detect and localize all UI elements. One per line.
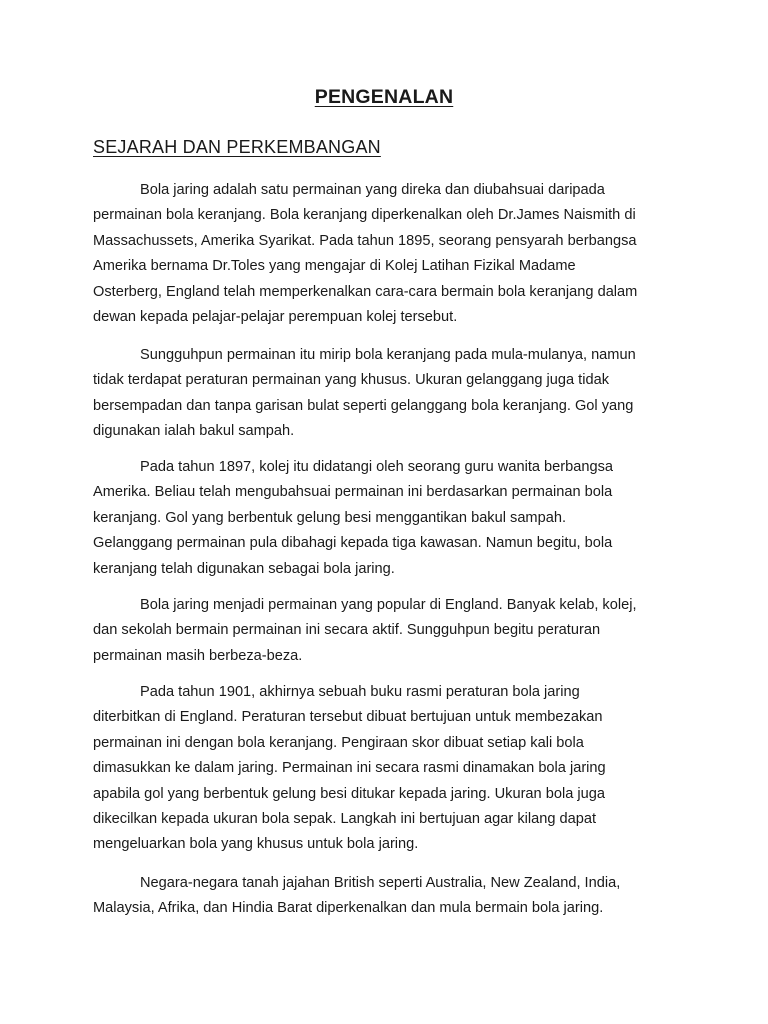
paragraph bbox=[93, 178, 673, 330]
paragraph-line: Pada tahun 1901, akhirnya sebuah buku rasmi peraturan bola jaring bbox=[140, 684, 580, 700]
paragraph bbox=[93, 343, 673, 445]
paragraph-line: Negara-negara tanah jajahan British seperti Australia, New Zealand, India, bbox=[140, 875, 621, 891]
paragraph-line: tidak terdapat peraturan permainan yang khusus. Ukuran gelanggang juga tidak bbox=[93, 372, 609, 389]
paragraph-line: Sungguhpun permainan itu mirip bola keranjang pada mula-mulanya, namun bbox=[140, 347, 636, 363]
paragraph bbox=[93, 455, 673, 582]
paragraph bbox=[93, 680, 673, 858]
paragraph bbox=[93, 593, 673, 669]
paragraph-line: dikecilkan kepada ukuran bola sepak. Langkah ini bertujuan agar kilang dapat bbox=[93, 811, 597, 828]
paragraph-line: Massachussets, Amerika Syarikat. Pada tahun 1895, seorang pensyarah berbangsa bbox=[93, 232, 637, 249]
paragraph bbox=[93, 871, 673, 922]
paragraph-line: Amerika. Beliau telah mengubahsuai permainan ini berdasarkan permainan bola bbox=[93, 484, 613, 501]
paragraph-line: Gelanggang permainan pula dibahagi kepada tiga kawasan. Namun begitu, bola bbox=[93, 535, 613, 552]
paragraph-line: Bola jaring adalah satu permainan yang direka dan diubahsuai daripada bbox=[140, 182, 605, 198]
paragraph-line: permainan bola keranjang. Bola keranjang diperkenalkan oleh Dr.James Naismith di bbox=[93, 207, 636, 224]
paragraph-line: dimasukkan ke dalam jaring. Permainan ini secara rasmi dinamakan bola jaring bbox=[93, 760, 606, 777]
paragraph-line: dan sekolah bermain permainan ini secara aktif. Sungguhpun begitu peraturan bbox=[93, 622, 601, 639]
paragraph-line: Malaysia, Afrika, dan Hindia Barat diperkenalkan dan mula bermain bola jaring. bbox=[93, 900, 604, 917]
paragraph-line: permainan masih berbeza-beza. bbox=[93, 647, 303, 664]
paragraph-line: diterbitkan di England. Peraturan tersebut dibuat bertujuan untuk membezakan bbox=[93, 709, 603, 726]
paragraph-line: mengeluarkan bola yang khusus untuk bola jaring. bbox=[93, 836, 419, 853]
paragraph-line: Osterberg, England telah memperkenalkan cara-cara bermain bola keranjang dalam bbox=[93, 283, 638, 300]
paragraph-line: keranjang. Gol yang berbentuk gelung besi menggantikan bakul sampah. bbox=[93, 509, 566, 526]
paragraph-line: keranjang telah digunakan sebagai bola jaring. bbox=[93, 560, 395, 577]
page-title: PENGENALAN bbox=[314, 86, 454, 108]
paragraph-line: permainan ini dengan bola keranjang. Pengiraan skor dibuat setiap kali bola bbox=[93, 734, 584, 751]
paragraph-line: Bola jaring menjadi permainan yang popular di England. Banyak kelab, kolej, bbox=[140, 597, 637, 613]
paragraph-line: digunakan ialah bakul sampah. bbox=[93, 423, 295, 440]
paragraph-line: bersempadan dan tanpa garisan bulat seperti gelanggang bola keranjang. Gol yang bbox=[93, 397, 634, 414]
paragraph-line: dewan kepada pelajar-pelajar perempuan kolej tersebut. bbox=[93, 309, 458, 326]
section-heading: SEJARAH DAN PERKEMBANGAN bbox=[93, 137, 381, 157]
paragraph-line: apabila gol yang berbentuk gelung besi ditukar kepada jaring. Ukuran bola juga bbox=[93, 785, 605, 802]
paragraph-line: Pada tahun 1897, kolej itu didatangi oleh seorang guru wanita berbangsa bbox=[140, 459, 614, 475]
paragraph-line: Amerika bernama Dr.Toles yang mengajar di Kolej Latihan Fizikal Madame bbox=[93, 258, 576, 275]
